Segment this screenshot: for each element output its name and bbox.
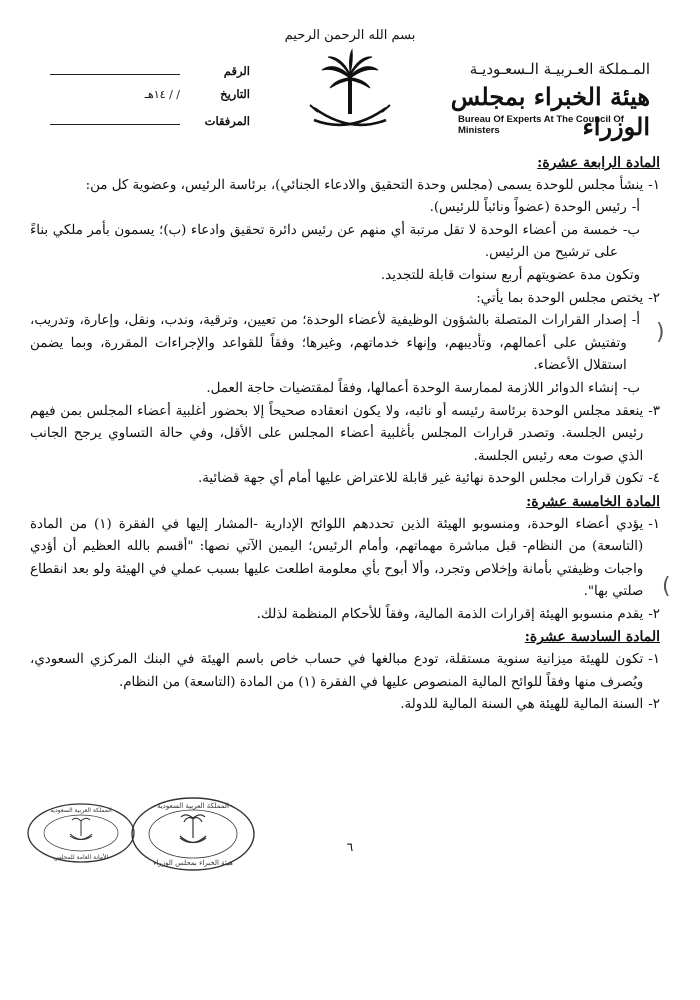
- reference-label: الرقم: [223, 64, 250, 78]
- article-14-paragraph-1: [30, 175, 660, 198]
- palm-and-swords-emblem-icon: [300, 48, 400, 132]
- stamp-2-top-text: المملكة العربية السعودية: [50, 807, 112, 814]
- reference-row: [40, 62, 250, 87]
- date-value: / / ١٤هـ: [144, 88, 180, 101]
- item-text: إصدار القرارات المتصلة بالشؤون الوظيفية لأعضاء الوحدة؛ من تعيين، وترقية، وندب، ونقل، وإعارة، وتدريب، وتفتيش على أعمالهم، وتأديبهم، وإنهاء خدماتهم، وغيرها؛ وفقاً للقواعد والإجراءات المقررة، وبما يضمن استقلال الأعضاء.: [30, 313, 627, 374]
- paragraph-number: ٣-: [648, 403, 660, 419]
- kingdom-name: المـملكة العـربيـة الـسعـوديـة: [469, 60, 650, 78]
- document-metadata: [40, 62, 250, 137]
- stamp-1-top-text: المملكة العربية السعودية: [157, 802, 229, 810]
- paragraph-number: ١-: [648, 516, 660, 532]
- date-row: [40, 87, 250, 112]
- paragraph-text: يؤدي أعضاء الوحدة، ومنسوبو الهيئة الذين تحددهم اللوائح الإدارية -المشار إليها في الفقرة (١) من المادة (التاسعة) من النظام- قبل مباشرة مهماتهم، وأمام الرئيس؛ اليمين الآتي نصها: "أقسم بالله العظيم أن أؤدي واجبات وظيفتي بأمانة وإخلاص وتجرد، وألا أبوح بأي معلومة اطلعت عليها بسبب عملي في الهيئة ولو بعد انقطاع صلتي بها".: [30, 516, 644, 600]
- article-16-paragraph-2: [30, 694, 660, 717]
- date-label: التاريخ: [220, 87, 250, 101]
- reference-line: [50, 62, 180, 75]
- article-14-paragraph-4: [30, 468, 660, 491]
- paragraph-text: ينشأ مجلس للوحدة يسمى (مجلس وحدة التحقيق والادعاء الجنائي)، برئاسة الرئيس، وعضوية كل من:: [85, 177, 644, 193]
- paragraph-text: يقدم منسوبو الهيئة إقرارات الذمة المالية، وفقاً للأحكام المنظمة لذلك.: [256, 606, 644, 622]
- article-15-title: المادة الخامسة عشرة:: [526, 493, 660, 510]
- bureau-name-english: Bureau Of Experts At The Council Of Ministers: [458, 114, 624, 136]
- article-16-title: المادة السادسة عشرة:: [524, 629, 660, 646]
- bismillah-calligraphy: بسم الله الرحمن الرحيم: [284, 28, 416, 43]
- paragraph-text: تكون للهيئة ميزانية سنوية مستقلة، تودع مبالغها في حساب خاص باسم الهيئة في البنك المركزي السعودي، ويُصرف منها وفقاً للوائح المالية المنصوص عليها في الفقرة (١) من المادة (التاسعة) من النظام.: [30, 652, 644, 690]
- paragraph-text: تكون قرارات مجلس الوحدة نهائية غير قابلة للاعتراض عليها أمام أي جهة قضائية.: [197, 471, 644, 487]
- item-text: إنشاء الدوائر اللازمة لممارسة الوحدة أعمالها، وفقاً لمقتضيات حاجة العمل.: [206, 380, 618, 396]
- paragraph-number: ٤-: [648, 471, 660, 487]
- page-number: ٦: [346, 840, 354, 854]
- article-14-paragraph-2: [30, 288, 660, 311]
- stamp-2-bottom-text: الأمانة العامة للمجلس: [53, 854, 109, 861]
- item-letter: ب-: [622, 222, 640, 238]
- article-14-term-clause: وتكون مدة عضويتهم أربع سنوات قابلة للتجديد.: [380, 267, 640, 283]
- article-14-item-2a: [30, 310, 640, 378]
- article-15-paragraph-1: [30, 514, 660, 604]
- paragraph-text: ينعقد مجلس الوحدة برئاسة رئيسه أو نائبه، ولا يكون انعقاده صحيحاً إلا بحضور أغلبية أعضاء المجلس بمن فيهم رئيس الجلسة. وتصدر قرارات المجلس بأغلبية أعضاء المجلس على الأقل، وفي حالة التساوي يرجح الجانب الذي صوت معه رئيس الجلسة.: [30, 403, 644, 464]
- article-14-item-1b: [30, 220, 640, 265]
- paragraph-number: ٢-: [648, 697, 660, 713]
- item-text: رئيس الوحدة (عضواً ونائباً للرئيس).: [429, 200, 627, 216]
- attachments-label: المرفقات: [204, 114, 250, 128]
- paragraph-text: يختص مجلس الوحدة بما يأتي:: [476, 290, 644, 306]
- article-16-paragraph-1: [30, 649, 660, 694]
- item-letter: أ-: [631, 200, 640, 216]
- item-letter: أ-: [631, 313, 640, 329]
- paragraph-number: ١-: [648, 652, 660, 668]
- margin-bracket-mark: ): [662, 574, 671, 599]
- attachments-row: [40, 112, 250, 137]
- stamp-1-bottom-text: هيئة الخبراء بمجلس الوزراء: [153, 859, 233, 867]
- margin-bracket-mark: (: [656, 320, 665, 345]
- paragraph-text: السنة المالية للهيئة هي السنة المالية للدولة.: [400, 697, 644, 713]
- article-14-item-1a: [30, 197, 640, 220]
- attachments-line: [50, 112, 180, 125]
- article-15-paragraph-2: [30, 604, 660, 627]
- paragraph-number: ٢-: [648, 290, 660, 306]
- item-letter: ب-: [622, 380, 640, 396]
- article-14-item-2b: [30, 378, 640, 401]
- paragraph-number: ٢-: [648, 606, 660, 622]
- secretariat-seal-stamp-icon: [26, 802, 136, 864]
- item-text: خمسة من أعضاء الوحدة لا تقل مرتبة أي منهم عن رئيس دائرة تحقيق وادعاء (ب)؛ يسمون بأمر ملكي بناءً على ترشيح من الرئيس.: [30, 222, 618, 261]
- document-body: [30, 152, 660, 717]
- official-seal-stamp-icon: [130, 796, 256, 872]
- paragraph-number: ١-: [648, 177, 660, 193]
- article-14-title: المادة الرابعة عشرة:: [537, 155, 660, 171]
- bureau-name-arabic: هيئة الخبراء بمجلس الوزراء: [450, 82, 650, 141]
- article-14-paragraph-3: [30, 401, 660, 469]
